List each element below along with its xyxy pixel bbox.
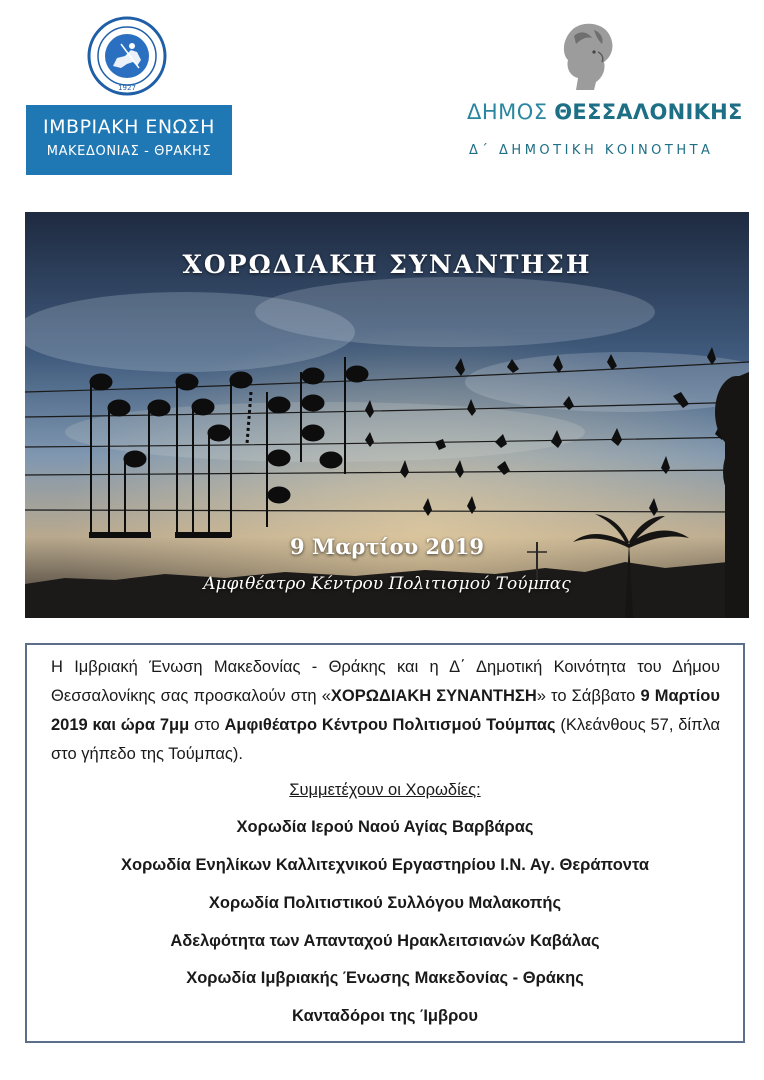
invitation-box bbox=[25, 643, 745, 1043]
alexander-head-icon bbox=[554, 22, 620, 92]
choir-item: Αδελφότητα των Απανταχού Ηρακλειτσιανών Καβάλας bbox=[170, 932, 600, 950]
municipality-logo bbox=[455, 22, 745, 172]
union-name-line1: ΙΜΒΡΙΑΚΗ ΕΝΩΣΗ bbox=[43, 116, 215, 138]
seal-year: 1927 bbox=[118, 84, 136, 92]
event-banner bbox=[25, 212, 749, 618]
invitation-paragraph bbox=[51, 653, 720, 769]
para-part-4: (Κλεάνθους 57, δίπλα στο γήπεδο της Τούμπας). bbox=[51, 716, 720, 763]
banner-date: 9 Μαρτίου 2019 bbox=[290, 534, 484, 559]
para-event-name: ΧΟΡΩΔΙΑΚΗ ΣΥΝΑΝΤΗΣΗ bbox=[330, 687, 537, 705]
choir-item: Χορωδία Πολιτιστικού Συλλόγου Μαλακοπής bbox=[208, 894, 562, 912]
municipality-title bbox=[467, 100, 743, 124]
para-part-2: » το Σάββατο bbox=[536, 687, 641, 705]
choir-item: Χορωδία Ιμβριακής Ένωσης Μακεδονίας - Θράκης bbox=[186, 969, 584, 987]
choir-item: Χορωδία Ιερού Ναού Αγίας Βαρβάρας bbox=[236, 818, 534, 836]
municipality-title-bold: ΘΕΣΣΑΛΟΝΙΚΗΣ bbox=[554, 100, 743, 124]
para-venue: Αμφιθέατρο Κέντρου Πολιτισμού Τούμπας bbox=[224, 716, 556, 734]
choir-item: Κανταδόροι της Ίμβρου bbox=[292, 1007, 478, 1025]
banner-title: ΧΟΡΩΔΙΑΚΗ ΣΥΝΑΝΤΗΣΗ bbox=[182, 250, 592, 279]
municipality-title-thin: ΔΗΜΟΣ bbox=[467, 100, 548, 124]
para-part-3: στο bbox=[189, 716, 225, 734]
union-name-line2: ΜΑΚΕΔΟΝΙΑΣ - ΘΡΑΚΗΣ bbox=[46, 144, 212, 159]
choirs-heading: Συμμετέχουν οι Χορωδίες: bbox=[289, 781, 481, 799]
union-name-box bbox=[26, 105, 232, 175]
choir-item: Χορωδία Ενηλίκων Καλλιτεχνικού Εργαστηρίου Ι.Ν. Αγ. Θεράποντα bbox=[120, 856, 650, 874]
municipality-subtitle: Δ΄ ΔΗΜΟΤΙΚΗ ΚΟΙΝΟΤΗΤΑ bbox=[469, 143, 714, 158]
imvrian-union-logo bbox=[26, 16, 232, 176]
banner-venue: Αμφιθέατρο Κέντρου Πολιτισμού Τούμπας bbox=[203, 574, 571, 594]
para-part-1: Η Ιμβριακή Ένωση Μακεδονίας - Θράκης και η Δ΄ Δημοτική Κοινότητα του Δήμου Θεσσαλονίκης σας προσκαλούν στη « bbox=[51, 658, 720, 705]
seal-emblem-icon bbox=[87, 16, 167, 96]
para-date-time: 9 Μαρτίου 2019 και ώρα 7μμ bbox=[51, 687, 720, 734]
